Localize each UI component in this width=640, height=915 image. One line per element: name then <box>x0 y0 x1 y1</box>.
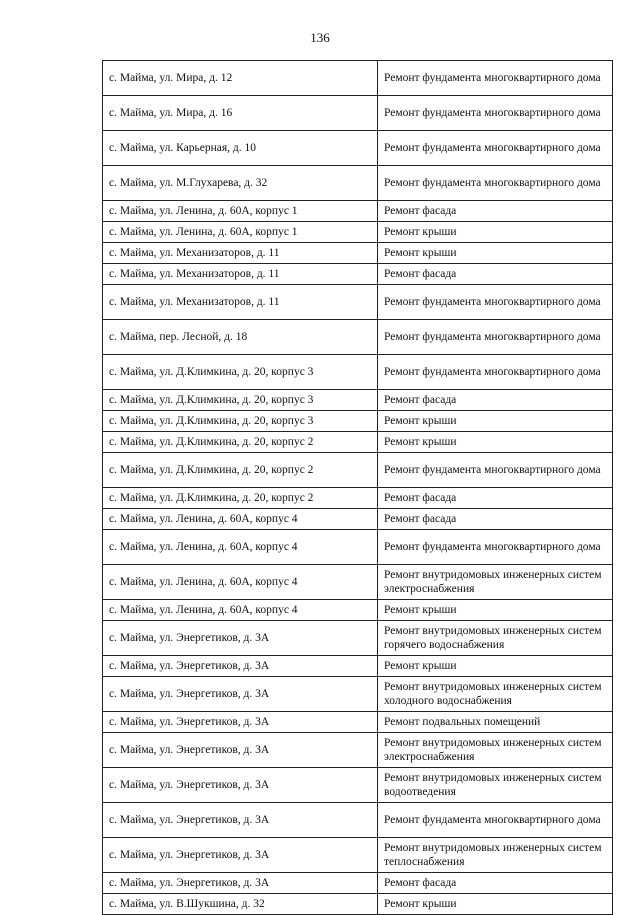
address-cell: с. Майма, ул. Энергетиков, д. 3А <box>103 873 378 894</box>
work-type-cell: Ремонт крыши <box>378 222 613 243</box>
work-type-cell: Ремонт фундамента многоквартирного дома <box>378 530 613 565</box>
work-type-cell: Ремонт крыши <box>378 243 613 264</box>
address-cell: с. Майма, ул. Мира, д. 12 <box>103 61 378 96</box>
table-row <box>103 768 613 803</box>
address-cell: с. Майма, ул. Ленина, д. 60А, корпус 1 <box>103 201 378 222</box>
table-row <box>103 264 613 285</box>
table-row <box>103 243 613 264</box>
repair-works-table <box>102 60 613 915</box>
address-cell: с. Майма, ул. Ленина, д. 60А, корпус 4 <box>103 530 378 565</box>
address-cell: с. Майма, ул. Ленина, д. 60А, корпус 4 <box>103 565 378 600</box>
work-type-cell: Ремонт фундамента многоквартирного дома <box>378 166 613 201</box>
table-row <box>103 803 613 838</box>
work-type-cell: Ремонт внутридомовых инженерных систем теплоснабжения <box>378 838 613 873</box>
table-row <box>103 320 613 355</box>
table-row <box>103 509 613 530</box>
address-cell: с. Майма, ул. Энергетиков, д. 3А <box>103 768 378 803</box>
table-row <box>103 390 613 411</box>
address-cell: с. Майма, ул. В.Шукшина, д. 32 <box>103 894 378 915</box>
address-cell: с. Майма, ул. Энергетиков, д. 3А <box>103 803 378 838</box>
address-cell: с. Майма, ул. Д.Климкина, д. 20, корпус 2 <box>103 453 378 488</box>
address-cell: с. Майма, ул. Энергетиков, д. 3А <box>103 621 378 656</box>
table-row <box>103 677 613 712</box>
address-cell: с. Майма, ул. Д.Климкина, д. 20, корпус 2 <box>103 488 378 509</box>
work-type-cell: Ремонт внутридомовых инженерных систем холодного водоснабжения <box>378 677 613 712</box>
table-row <box>103 201 613 222</box>
work-type-cell: Ремонт внутридомовых инженерных систем водоотведения <box>378 768 613 803</box>
work-type-cell: Ремонт внутридомовых инженерных систем электроснабжения <box>378 565 613 600</box>
address-cell: с. Майма, ул. Энергетиков, д. 3А <box>103 733 378 768</box>
address-cell: с. Майма, ул. Д.Климкина, д. 20, корпус 3 <box>103 355 378 390</box>
table-row <box>103 61 613 96</box>
address-cell: с. Майма, пер. Лесной, д. 18 <box>103 320 378 355</box>
table-row <box>103 131 613 166</box>
address-cell: с. Майма, ул. Ленина, д. 60А, корпус 4 <box>103 509 378 530</box>
work-type-cell: Ремонт крыши <box>378 600 613 621</box>
work-type-cell: Ремонт фасада <box>378 873 613 894</box>
page-number: 136 <box>310 30 330 45</box>
address-cell: с. Майма, ул. Ленина, д. 60А, корпус 4 <box>103 600 378 621</box>
table-row <box>103 712 613 733</box>
table-row <box>103 453 613 488</box>
table-row <box>103 733 613 768</box>
address-cell: с. Майма, ул. Карьерная, д. 10 <box>103 131 378 166</box>
work-type-cell: Ремонт крыши <box>378 894 613 915</box>
table-row <box>103 894 613 915</box>
work-type-cell: Ремонт фасада <box>378 509 613 530</box>
table-row <box>103 565 613 600</box>
address-cell: с. Майма, ул. Энергетиков, д. 3А <box>103 712 378 733</box>
work-type-cell: Ремонт внутридомовых инженерных систем горячего водоснабжения <box>378 621 613 656</box>
table-row <box>103 355 613 390</box>
work-type-cell: Ремонт крыши <box>378 656 613 677</box>
table-row <box>103 432 613 453</box>
work-type-cell: Ремонт подвальных помещений <box>378 712 613 733</box>
work-type-cell: Ремонт фундамента многоквартирного дома <box>378 61 613 96</box>
table-row <box>103 621 613 656</box>
address-cell: с. Майма, ул. М.Глухарева, д. 32 <box>103 166 378 201</box>
work-type-cell: Ремонт внутридомовых инженерных систем электроснабжения <box>378 733 613 768</box>
work-type-cell: Ремонт крыши <box>378 411 613 432</box>
address-cell: с. Майма, ул. Энергетиков, д. 3А <box>103 677 378 712</box>
work-type-cell: Ремонт фундамента многоквартирного дома <box>378 96 613 131</box>
address-cell: с. Майма, ул. Мира, д. 16 <box>103 96 378 131</box>
table-row <box>103 166 613 201</box>
work-type-cell: Ремонт фундамента многоквартирного дома <box>378 320 613 355</box>
address-cell: с. Майма, ул. Механизаторов, д. 11 <box>103 243 378 264</box>
work-type-cell: Ремонт фасада <box>378 264 613 285</box>
table-row <box>103 873 613 894</box>
table-row <box>103 411 613 432</box>
table-row <box>103 222 613 243</box>
address-cell: с. Майма, ул. Ленина, д. 60А, корпус 1 <box>103 222 378 243</box>
table-row <box>103 285 613 320</box>
address-cell: с. Майма, ул. Д.Климкина, д. 20, корпус 3 <box>103 411 378 432</box>
table-row <box>103 656 613 677</box>
work-type-cell: Ремонт фундамента многоквартирного дома <box>378 355 613 390</box>
address-cell: с. Майма, ул. Механизаторов, д. 11 <box>103 264 378 285</box>
table-body <box>103 61 613 915</box>
address-cell: с. Майма, ул. Энергетиков, д. 3А <box>103 656 378 677</box>
work-type-cell: Ремонт крыши <box>378 432 613 453</box>
address-cell: с. Майма, ул. Механизаторов, д. 11 <box>103 285 378 320</box>
table-row <box>103 600 613 621</box>
table-row <box>103 838 613 873</box>
work-type-cell: Ремонт фундамента многоквартирного дома <box>378 453 613 488</box>
work-type-cell: Ремонт фундамента многоквартирного дома <box>378 131 613 166</box>
address-cell: с. Майма, ул. Энергетиков, д. 3А <box>103 838 378 873</box>
work-type-cell: Ремонт фундамента многоквартирного дома <box>378 285 613 320</box>
table-row <box>103 488 613 509</box>
work-type-cell: Ремонт фасада <box>378 390 613 411</box>
table-row <box>103 530 613 565</box>
work-type-cell: Ремонт фасада <box>378 201 613 222</box>
work-type-cell: Ремонт фундамента многоквартирного дома <box>378 803 613 838</box>
table-row <box>103 96 613 131</box>
work-type-cell: Ремонт фасада <box>378 488 613 509</box>
address-cell: с. Майма, ул. Д.Климкина, д. 20, корпус 2 <box>103 432 378 453</box>
address-cell: с. Майма, ул. Д.Климкина, д. 20, корпус 3 <box>103 390 378 411</box>
